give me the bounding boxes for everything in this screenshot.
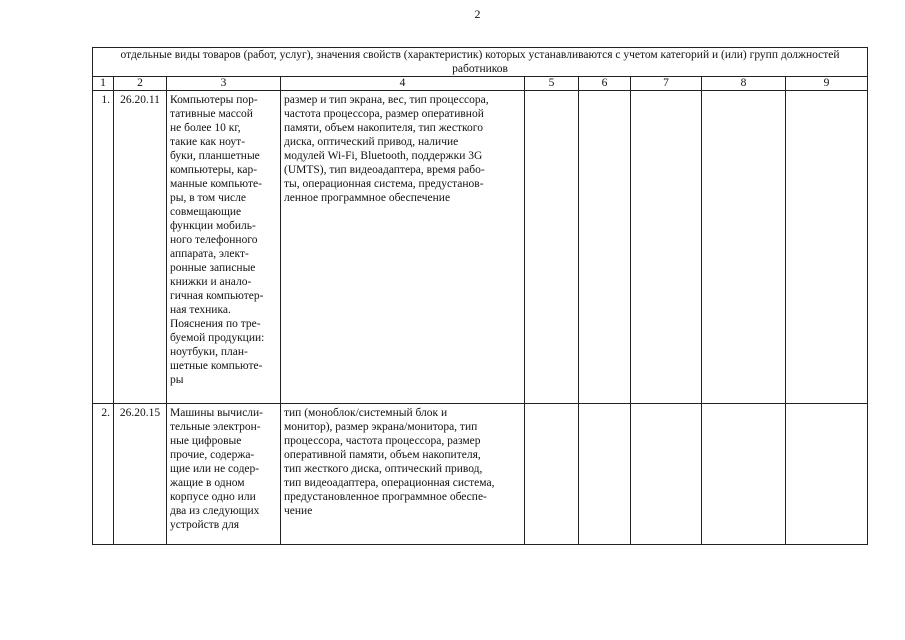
table-caption: отдельные виды товаров (работ, услуг), значения свойств (характеристик) которых устанавливаются с учетом категорий и (или) групп должностей работников bbox=[93, 48, 868, 77]
okpd-code: 26.20.15 bbox=[114, 404, 167, 545]
column-5-cell bbox=[525, 91, 579, 404]
okpd-code: 26.20.11 bbox=[114, 91, 167, 404]
column-number: 7 bbox=[631, 77, 702, 91]
table-caption-row bbox=[93, 48, 868, 77]
column-number: 1 bbox=[93, 77, 114, 91]
row-number: 2. bbox=[93, 404, 114, 545]
goods-name: Машины вычисли- тельные электрон- ные цифровые прочие, содержа- щие или не содер- жащие в одном корпусе одно или два из следующих устройств для bbox=[167, 404, 281, 545]
column-9-cell bbox=[786, 91, 868, 404]
column-number: 2 bbox=[114, 77, 167, 91]
column-8-cell bbox=[702, 404, 786, 545]
column-8-cell bbox=[702, 91, 786, 404]
column-7-cell bbox=[631, 91, 702, 404]
row-number: 1. bbox=[93, 91, 114, 404]
goods-characteristics: тип (моноблок/системный блок и монитор), размер экрана/монитора, тип процессора, частота процессора, размер оперативной памяти, объем накопителя, тип жесткого диска, оптический привод, тип видеоадаптера, операционная система, предустановленное программное обеспе- чение bbox=[281, 404, 525, 545]
column-number: 5 bbox=[525, 77, 579, 91]
column-6-cell bbox=[579, 404, 631, 545]
column-number: 8 bbox=[702, 77, 786, 91]
page-number: 2 bbox=[474, 7, 481, 21]
goods-name: Компьютеры пор- тативные массой не более 10 кг, такие как ноут- буки, планшетные компьютеры, кар- манные компьюте- ры, в том числе совмещающие функции мобиль- ного телефонного аппарата, элект- ронные записные книжки и анало- гичная компьютер- ная техника. Пояснения по тре- буемой продукции: ноутбуки, план- шетные компьюте- ры bbox=[167, 91, 281, 404]
column-5-cell bbox=[525, 404, 579, 545]
column-number: 9 bbox=[786, 77, 868, 91]
column-6-cell bbox=[579, 91, 631, 404]
table-row bbox=[93, 404, 868, 545]
column-7-cell bbox=[631, 404, 702, 545]
goods-characteristics: размер и тип экрана, вес, тип процессора, частота процессора, размер оперативной памяти, объем накопителя, тип жесткого диска, оптический привод, наличие модулей Wi-Fi, Bluetooth, поддержки 3G (UMTS), тип видеоадаптера, время рабо- ты, операционная система, предустанов- ленное программное обеспечение bbox=[281, 91, 525, 404]
column-number: 6 bbox=[579, 77, 631, 91]
column-number-row bbox=[93, 77, 868, 91]
goods-table bbox=[92, 47, 868, 545]
column-9-cell bbox=[786, 404, 868, 545]
table-row bbox=[93, 91, 868, 404]
column-number: 3 bbox=[167, 77, 281, 91]
column-number: 4 bbox=[281, 77, 525, 91]
